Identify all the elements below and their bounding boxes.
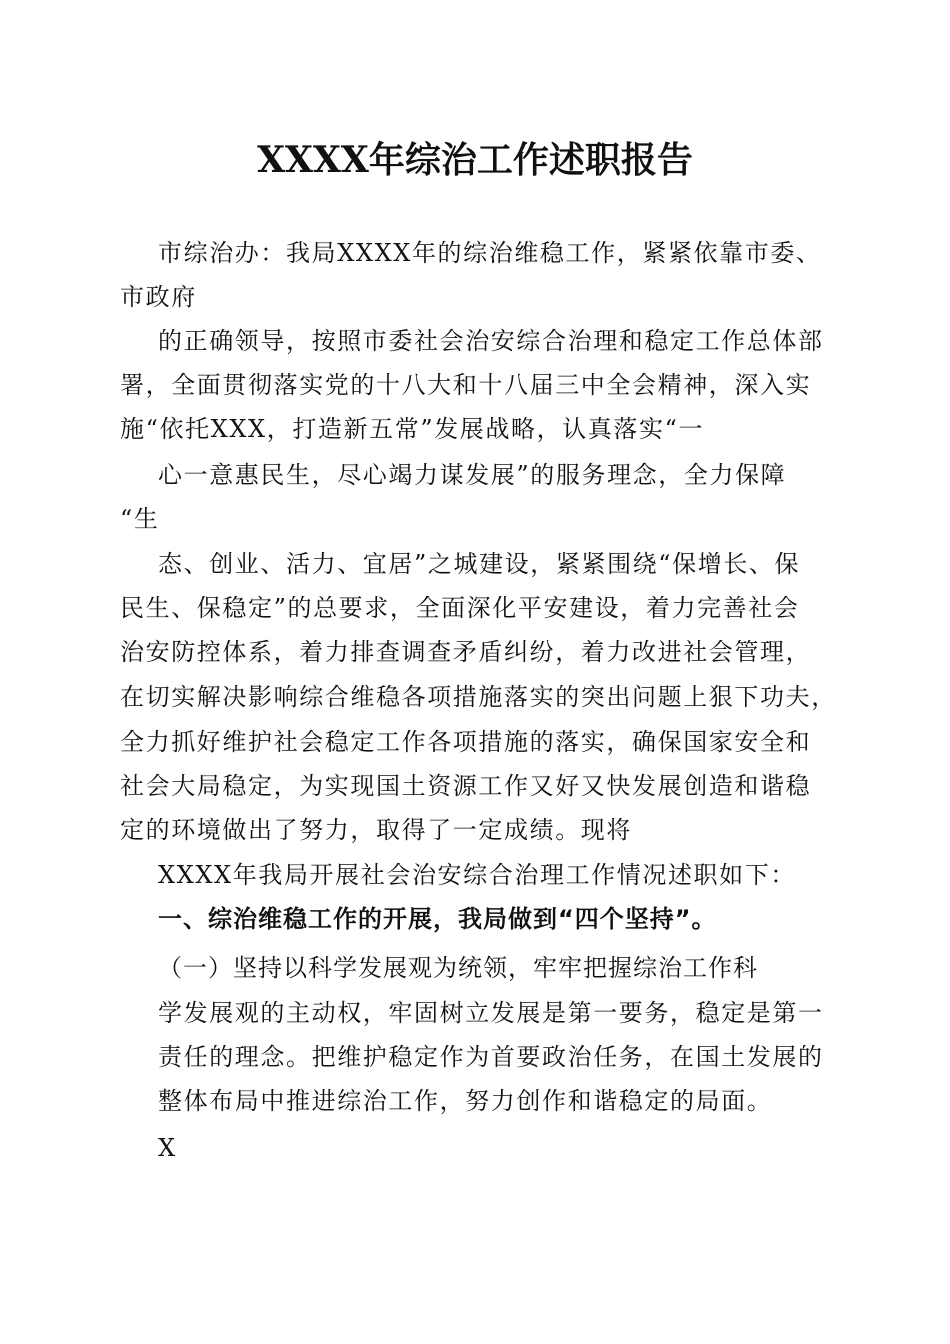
paragraph-line: XXXX年我局开展社会治安综合治理工作情况述职如下：	[158, 861, 796, 889]
document-title: XXXX年综治工作述职报告	[257, 139, 693, 181]
paragraph-line: 社会大局稳定，为实现国土资源工作又好又快发展创造和谐稳	[120, 772, 812, 800]
paragraph-line: 态、创业、活力、宜居”之城建设，紧紧围绕“保增长、保	[158, 550, 801, 578]
paragraph-line: “生	[120, 505, 160, 533]
paragraph-line: 施“依托XXX，打造新五常”发展战略，认真落实“一	[120, 415, 705, 443]
section-heading: 一、综治维稳工作的开展，我局做到“四个坚持”。	[158, 905, 717, 933]
subsection-heading: （一）坚持以科学发展观为统领，牢牢把握综治工作科	[158, 954, 758, 982]
paragraph-line: 市综治办：我局XXXX年的综治维稳工作，紧紧依靠市委、	[158, 239, 822, 267]
paragraph-line: 心一意惠民生，尽心竭力谋发展”的服务理念，全力保障	[158, 461, 787, 489]
paragraph-line: 定的环境做出了努力，取得了一定成绩。现将	[120, 816, 632, 844]
paragraph-line: 学发展观的主动权，牢固树立发展是第一要务，稳定是第一	[158, 999, 824, 1027]
paragraph-line: 责任的理念。把维护稳定作为首要政治任务，在国土发展的	[158, 1043, 824, 1071]
paragraph-line: X	[158, 1134, 177, 1162]
paragraph-line: 民生、保稳定”的总要求，全面深化平安建设，着力完善社会	[120, 594, 800, 622]
paragraph-line: 全力抓好维护社会稳定工作各项措施的落实，确保国家安全和	[120, 728, 812, 756]
paragraph-line: 在切实解决影响综合维稳各项措施落实的突出问题上狠下功夫，	[120, 683, 837, 711]
paragraph-line: 的正确领导，按照市委社会治安综合治理和稳定工作总体部	[158, 327, 824, 355]
paragraph-line: 市政府	[120, 283, 197, 311]
paragraph-line: 整体布局中推进综治工作，努力创作和谐稳定的局面。	[158, 1087, 773, 1115]
paragraph-line: 治安防控体系，着力排查调查矛盾纠纷，着力改进社会管理，	[120, 638, 812, 666]
paragraph-line: 署，全面贯彻落实党的十八大和十八届三中全会精神，深入实	[120, 371, 812, 399]
